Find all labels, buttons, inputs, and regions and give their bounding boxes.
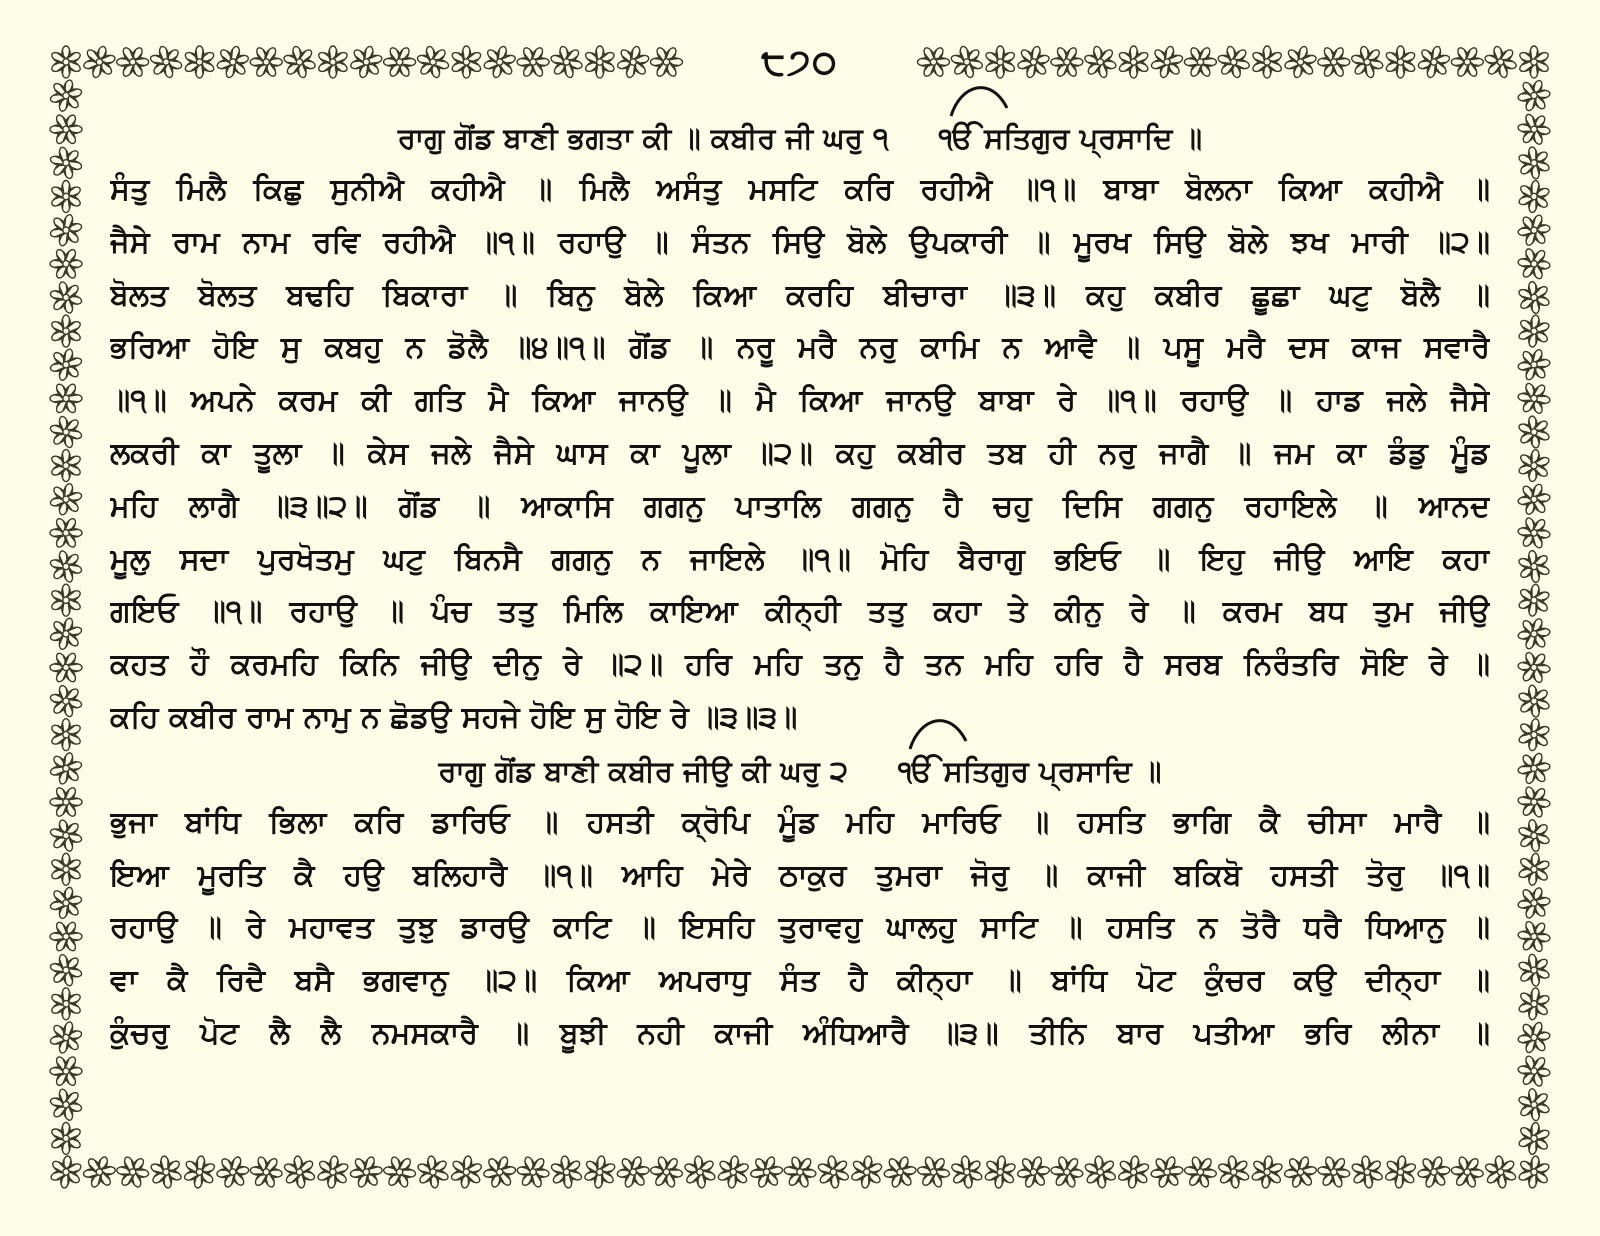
flower-ornament-icon [44, 578, 88, 622]
flower-ornament-icon [110, 1150, 155, 1195]
verse-line: ਕਹਤ ਹੌ ਕਰਮਹਿ ਕਿਨਿ ਜੀਉ ਦੀਨੁ ਰੇ ॥੨॥ ਹਰਿ ਮਹਿ ਤਨੁ ਹੈ ਤਨ ਮਹਿ ਹਰਿ ਹੈ ਸਰਬ ਨਿਰੰਤਰਿ ਸੋਇ ਰੇ ॥ [110, 647, 1490, 683]
flower-ornament-icon [1414, 42, 1453, 81]
flower-ornament-icon [50, 1055, 82, 1087]
flower-ornament-icon [1513, 983, 1555, 1025]
verse-line: ਮਹਿ ਲਾਗੈ ॥੩॥੨॥ ਗੋਂਡ ॥ ਆਕਾਸਿ ਗਗਨੁ ਪਾਤਾਲਿ ਗਗਨੁ ਹੈ ਚਹੁ ਦਿਸਿ ਗਗਨੁ ਰਹਾਇਲੇ ॥ ਆਨਦ [110, 488, 1490, 524]
flower-ornament-icon [1249, 1154, 1285, 1190]
flower-ornament-icon [1512, 107, 1557, 152]
flower-ornament-icon [615, 1154, 651, 1190]
flower-ornament-icon [1512, 342, 1557, 387]
verse-line: ਰਹਾਉ ॥ ਰੇ ਮਹਾਵਤ ਤੁਝੁ ਡਾਰਉ ਕਾਟਿ ॥ ਇਸਹਿ ਤੁਰਾਵਹੁ ਘਾਲਹੁ ਸਾਟਿ ॥ ਹਸਤਿ ਨ ਤੋਰੈ ਧਰੈ ਧਿਆਨੁ ॥ [110, 910, 1490, 946]
flower-ornament-icon [43, 342, 88, 387]
flower-ornament-icon [280, 42, 319, 81]
flower-ornament-icon [1513, 781, 1555, 823]
flower-ornament-icon [1079, 1151, 1121, 1193]
flower-ornament-icon [1513, 75, 1555, 117]
verse-line: ਵਾ ਕੈ ਰਿਦੈ ਬਸੈ ਭਗਵਾਨੁ ॥੨॥ ਕਿਆ ਅਪਰਾਧੁ ਸੰਤ ਹੈ ਕੀਨ੍ਹਾ ॥ ਬਾਂਧਿ ਪੋਟ ਕੁੰਚਰ ਕਉ ਦੀਨ੍ਹਾ ॥ [110, 963, 1490, 999]
flower-ornament-icon [744, 1150, 789, 1195]
flower-ornament-icon [1513, 377, 1555, 419]
flower-ornament-icon [449, 1154, 485, 1190]
flower-ornament-icon [1179, 40, 1223, 84]
flower-ornament-icon [1014, 42, 1053, 81]
flower-ornament-icon [1281, 42, 1320, 81]
flower-ornament-icon [815, 1154, 851, 1190]
flower-ornament-icon [1311, 1150, 1356, 1195]
flower-ornament-icon [879, 1151, 921, 1193]
flower-ornament-icon [849, 1154, 885, 1190]
flower-ornament-icon [80, 42, 119, 81]
flower-ornament-icon [1051, 46, 1083, 78]
flower-ornament-icon [46, 682, 85, 721]
flower-ornament-icon [43, 948, 88, 993]
flower-ornament-icon [1216, 1154, 1252, 1190]
flower-ornament-icon [43, 746, 88, 791]
flower-ornament-icon [480, 42, 519, 81]
flower-ornament-icon [279, 1151, 321, 1193]
flower-ornament-icon [1516, 616, 1552, 652]
flower-ornament-icon [1516, 851, 1552, 887]
flower-ornament-icon [1513, 478, 1555, 520]
flower-ornament-icon [1512, 140, 1557, 185]
heading-text: ਰਾਗੁ ਗੋਂਡ ਬਾਣੀ ਕਬੀਰ ਜੀਉ ਕੀ ਘਰੁ ੨ [438, 753, 849, 788]
flower-ornament-icon [1312, 40, 1356, 84]
flower-ornament-icon [215, 1154, 251, 1190]
flower-ornament-icon [1513, 579, 1555, 621]
flower-ornament-icon [50, 450, 82, 482]
flower-ornament-icon [46, 211, 85, 250]
verse-line: ਮੂਲੁ ਸਦਾ ਪੁਰਖੋਤਮੁ ਘਟੁ ਬਿਨਸੈ ਗਗਨੁ ਨ ਜਾਇਲੇ ॥੧॥ ਮੋਹਿ ਬੈਰਾਗੁ ਭਇਓ ॥ ਇਹੁ ਜੀਉ ਆਇ ਕਹਾ [110, 541, 1490, 577]
flower-ornament-icon [1112, 40, 1156, 84]
flower-ornament-icon [1516, 414, 1552, 450]
flower-ornament-icon [46, 1018, 85, 1057]
verse-line: ਜੈਸੇ ਰਾਮ ਨਾਮ ਰਵਿ ਰਹੀਐ ॥੧॥ ਰਹਾਉ ॥ ਸੰਤਨ ਸਿਉ ਬੋਲੇ ਉਪਕਾਰੀ ॥ ਮੂਰਖ ਸਿਉ ਬੋਲੇ ਝਖ ਮਾਰੀ ॥੨॥ [110, 224, 1490, 260]
flower-ornament-icon [1512, 914, 1557, 959]
flower-ornament-icon [1516, 212, 1552, 248]
verse-line: ਸੰਤੁ ਮਿਲੈ ਕਿਛੁ ਸੁਨੀਐ ਕਹੀਐ ॥ ਮਿਲੈ ਅਸੰਤੁ ਮਸਟਿ ਕਰਿ ਰਹੀਐ ॥੧॥ ਬਾਬਾ ਬੋਲਨਾ ਕਿਆ ਕਹੀਐ ॥ [110, 172, 1490, 207]
flower-ornament-icon [1481, 42, 1520, 81]
section-heading [110, 745, 1490, 797]
flower-ornament-icon [579, 1151, 621, 1193]
flower-ornament-icon [479, 1151, 521, 1193]
flower-ornament-icon [46, 614, 85, 653]
flower-ornament-icon [344, 1150, 389, 1195]
verse-line: ਬੋਲਤ ਬੋਲਤ ਬਢਹਿ ਬਿਕਾਰਾ ॥ ਬਿਨੁ ਬੋਲੇ ਕਿਆ ਕਰਹਿ ਬੀਚਾਰਾ ॥੩॥ ਕਹੁ ਕਬੀਰ ਛੂਛਾ ਘਟੁ ਬੋਲੈ ॥ [110, 277, 1490, 313]
verse-line: ਕੁੰਚਰੁ ਪੋਟ ਲੈ ਲੈ ਨਮਸਕਾਰੈ ॥ ਬੂਝੀ ਨਹੀ ਕਾਜੀ ਅੰਧਿਆਰੈ ॥੩॥ ਤੀਨਿ ਬਾਰ ਪਤੀਆ ਭਰਿ ਲੀਨਾ ॥ [110, 1015, 1490, 1051]
flower-ornament-icon [213, 42, 252, 81]
flower-ornament-icon [511, 40, 555, 84]
verse-line: ਭਰਿਆ ਹੋਇ ਸੁ ਕਬਹੁ ਨ ਡੋਲੈ ॥੪॥੧॥ ਗੋਂਡ ॥ ਨਰੂ ਮਰੈ ਨਰੁ ਕਾਮਿ ਨ ਆਵੈ ॥ ਪਸੂ ਮਰੈ ਦਸ ਕਾਜ ਸਵਾਰੈ [110, 330, 1490, 366]
flower-ornament-icon [651, 46, 683, 78]
flower-ornament-icon [50, 652, 82, 684]
heading-text: ਰਾਗੁ ਗੋਂਡ ਬਾਣੀ ਭਗਤਾ ਕੀ ॥ ਕਬੀਰ ਜੀ ਘਰੁ ੧ [397, 121, 889, 155]
flower-ornament-icon [578, 40, 622, 84]
mool-mantar-heading [939, 112, 1202, 164]
flower-ornament-icon [679, 1151, 721, 1193]
flower-ornament-icon [44, 713, 88, 757]
flower-ornament-icon [1512, 712, 1557, 757]
flower-ornament-icon [46, 1085, 85, 1124]
flower-ornament-icon [1513, 277, 1555, 319]
flower-ornament-icon [44, 377, 88, 421]
flower-ornament-icon [144, 39, 189, 84]
flower-ornament-icon [379, 1151, 421, 1193]
flower-ornament-icon [1516, 818, 1552, 854]
flower-ornament-icon [46, 883, 85, 922]
page-number: ੮੭੦ [700, 40, 900, 86]
flower-ornament-icon [178, 40, 222, 84]
mool-mantar-heading [898, 745, 1161, 797]
flower-ornament-icon [50, 248, 82, 280]
flower-ornament-icon [1144, 39, 1189, 84]
flower-ornament-icon [1512, 511, 1557, 556]
flower-ornament-icon [44, 1117, 88, 1161]
flower-ornament-icon [46, 816, 85, 855]
flower-ornament-icon [43, 544, 88, 589]
flower-ornament-icon [544, 1150, 589, 1195]
flower-ornament-icon [44, 780, 88, 824]
flower-ornament-icon [944, 1150, 989, 1195]
flower-ornament-icon [79, 1151, 121, 1193]
flower-ornament-icon [311, 1150, 356, 1195]
flower-ornament-icon [344, 39, 389, 84]
flower-ornament-icon [1145, 1150, 1190, 1195]
flower-ornament-icon [450, 46, 482, 78]
flower-ornament-icon [44, 511, 88, 555]
flower-ornament-icon [1512, 40, 1556, 84]
verse-line: ॥੧॥ ਅਪਨੇ ਕਰਮ ਕੀ ਗਤਿ ਮੈ ਕਿਆ ਜਾਨਉ ॥ ਮੈ ਕਿਆ ਜਾਨਉ ਬਾਬਾ ਰੇ ॥੧॥ ਰਹਾਉ ॥ ਹਾਡ ਜਲੇ ਜੈਸੇ [110, 383, 1490, 419]
flower-ornament-icon [44, 175, 88, 219]
flower-ornament-icon [1015, 1154, 1051, 1190]
verse-line: ਇਆ ਮੂਰਤਿ ਕੈ ਹਉ ਬਲਿਹਾਰੈ ॥੧॥ ਆਹਿ ਮੇਰੇ ਠਾਕੁਰ ਤੁਮਰਾ ਜੋਰੁ ॥ ਕਾਜੀ ਬਕਿਬੋ ਹਸਤੀ ਤੋਰੁ ॥੧॥ [110, 857, 1490, 893]
flower-ornament-icon [779, 1151, 821, 1193]
flower-ornament-icon [144, 1150, 189, 1195]
text-body [110, 112, 1490, 1061]
flower-ornament-icon [46, 278, 85, 317]
verse-line: ਕਹਿ ਕਬੀਰ ਰਾਮ ਨਾਮੁ ਨ ਛੋਡਉ ਸਹਜੇ ਹੋਇ ਸੁ ਹੋਇ ਰੇ ॥੩॥੩॥ [110, 699, 798, 735]
flower-ornament-icon [1081, 42, 1120, 81]
flower-ornament-icon [50, 46, 82, 78]
flower-ornament-icon [111, 40, 155, 84]
flower-ornament-icon [311, 40, 355, 84]
flower-ornament-icon [44, 982, 88, 1026]
flower-ornament-icon [250, 46, 282, 78]
flower-ornament-icon [43, 140, 88, 185]
flower-ornament-icon [415, 1154, 451, 1190]
flower-ornament-icon [378, 40, 422, 84]
flower-ornament-icon [1379, 40, 1423, 84]
flower-ornament-icon [1251, 46, 1283, 78]
verse-line: ਲਕਰੀ ਕਾ ਤੂਲਾ ॥ ਕੇਸ ਜਲੇ ਜੈਸੇ ਘਾਸ ਕਾ ਪੂਲਾ ॥੨॥ ਕਹੁ ਕਬੀਰ ਤਬ ਹੀ ਨਰੁ ਜਾਗੈ ॥ ਜਮ ਕਾ ਡੰਡੁ ਮੂੰਡ [110, 435, 1490, 471]
flower-ornament-icon [1516, 650, 1552, 686]
flower-ornament-icon [1516, 1019, 1552, 1055]
flower-ornament-icon [1345, 39, 1390, 84]
flower-ornament-icon [1516, 448, 1552, 484]
flower-ornament-icon [179, 1151, 221, 1193]
flower-ornament-icon [1513, 882, 1555, 924]
flower-ornament-icon [1416, 1154, 1452, 1190]
flower-ornament-icon [48, 1154, 84, 1190]
flower-ornament-icon [614, 42, 653, 81]
mool-mantar-text: ੴ ਸਤਿਗੁਰ ਪ੍ਰਸਾਦਿ ॥ [898, 753, 1162, 788]
mool-mantar-text: ੴ ਸਤਿਗੁਰ ਪ੍ਰਸਾਦਿ ॥ [938, 121, 1203, 155]
flower-ornament-icon [1512, 746, 1557, 791]
verse-line: ਗਇਓ ॥੧॥ ਰਹਾਉ ॥ ਪੰਚ ਤਤੁ ਮਿਲਿ ਕਾਇਆ ਕੀਨ੍ਹੀ ਤਤੁ ਕਹਾ ਤੇ ਕੀਨੁ ਰੇ ॥ ਕਰਮ ਬਧ ਤੁਮ ਜੀਉ [110, 594, 1490, 630]
flower-ornament-icon [44, 107, 88, 151]
ik-onkar-arc-icon [906, 711, 976, 751]
flower-ornament-icon [44, 309, 88, 353]
flower-ornament-icon [50, 853, 82, 885]
flower-ornament-icon [649, 1154, 685, 1190]
section-heading [110, 112, 1490, 164]
flower-ornament-icon [711, 1150, 756, 1195]
flower-ornament-icon [1280, 1151, 1322, 1193]
flower-ornament-icon [1449, 1154, 1485, 1190]
flower-ornament-icon [1512, 948, 1557, 993]
flower-ornament-icon [979, 1151, 1021, 1193]
flower-ornament-icon [46, 480, 85, 519]
flower-ornament-icon [1451, 46, 1483, 78]
flower-ornament-icon [1513, 1084, 1555, 1126]
flower-ornament-icon [1513, 680, 1555, 722]
flower-ornament-icon [1214, 42, 1253, 81]
flower-ornament-icon [1480, 1151, 1522, 1193]
flower-ornament-icon [1111, 1150, 1156, 1195]
flower-ornament-icon [911, 1150, 956, 1195]
flower-ornament-icon [1516, 246, 1552, 282]
flower-ornament-icon [413, 42, 452, 81]
flower-ornament-icon [1512, 1150, 1557, 1195]
flower-ornament-icon [1516, 1053, 1552, 1089]
flower-ornament-icon [248, 1154, 284, 1190]
flower-ornament-icon [1513, 176, 1555, 218]
flower-ornament-icon [1345, 1150, 1390, 1195]
flower-ornament-icon [44, 915, 88, 959]
flower-ornament-icon [1179, 1151, 1221, 1193]
flower-ornament-icon [46, 412, 85, 451]
verse-line: ਭੁਜਾ ਬਾਂਧਿ ਭਿਲਾ ਕਰਿ ਡਾਰਿਓ ॥ ਹਸਤੀ ਕ੍ਰੋਪਿ ਮੂੰਡ ਮਹਿ ਮਾਰਿਓ ॥ ਹਸਤਿ ਭਾਗਿ ਕੈ ਚੀਸਾ ਮਾਰੈ ॥ [110, 804, 1490, 840]
flower-ornament-icon [1512, 309, 1557, 354]
flower-ornament-icon [1512, 544, 1557, 589]
flower-ornament-icon [46, 76, 85, 115]
flower-ornament-icon [1049, 1154, 1085, 1190]
flower-ornament-icon [1512, 1116, 1557, 1161]
ik-onkar-arc-icon [947, 78, 1017, 118]
flower-ornament-icon [1380, 1151, 1422, 1193]
flower-ornament-icon [544, 39, 589, 84]
flower-ornament-icon [511, 1150, 556, 1195]
